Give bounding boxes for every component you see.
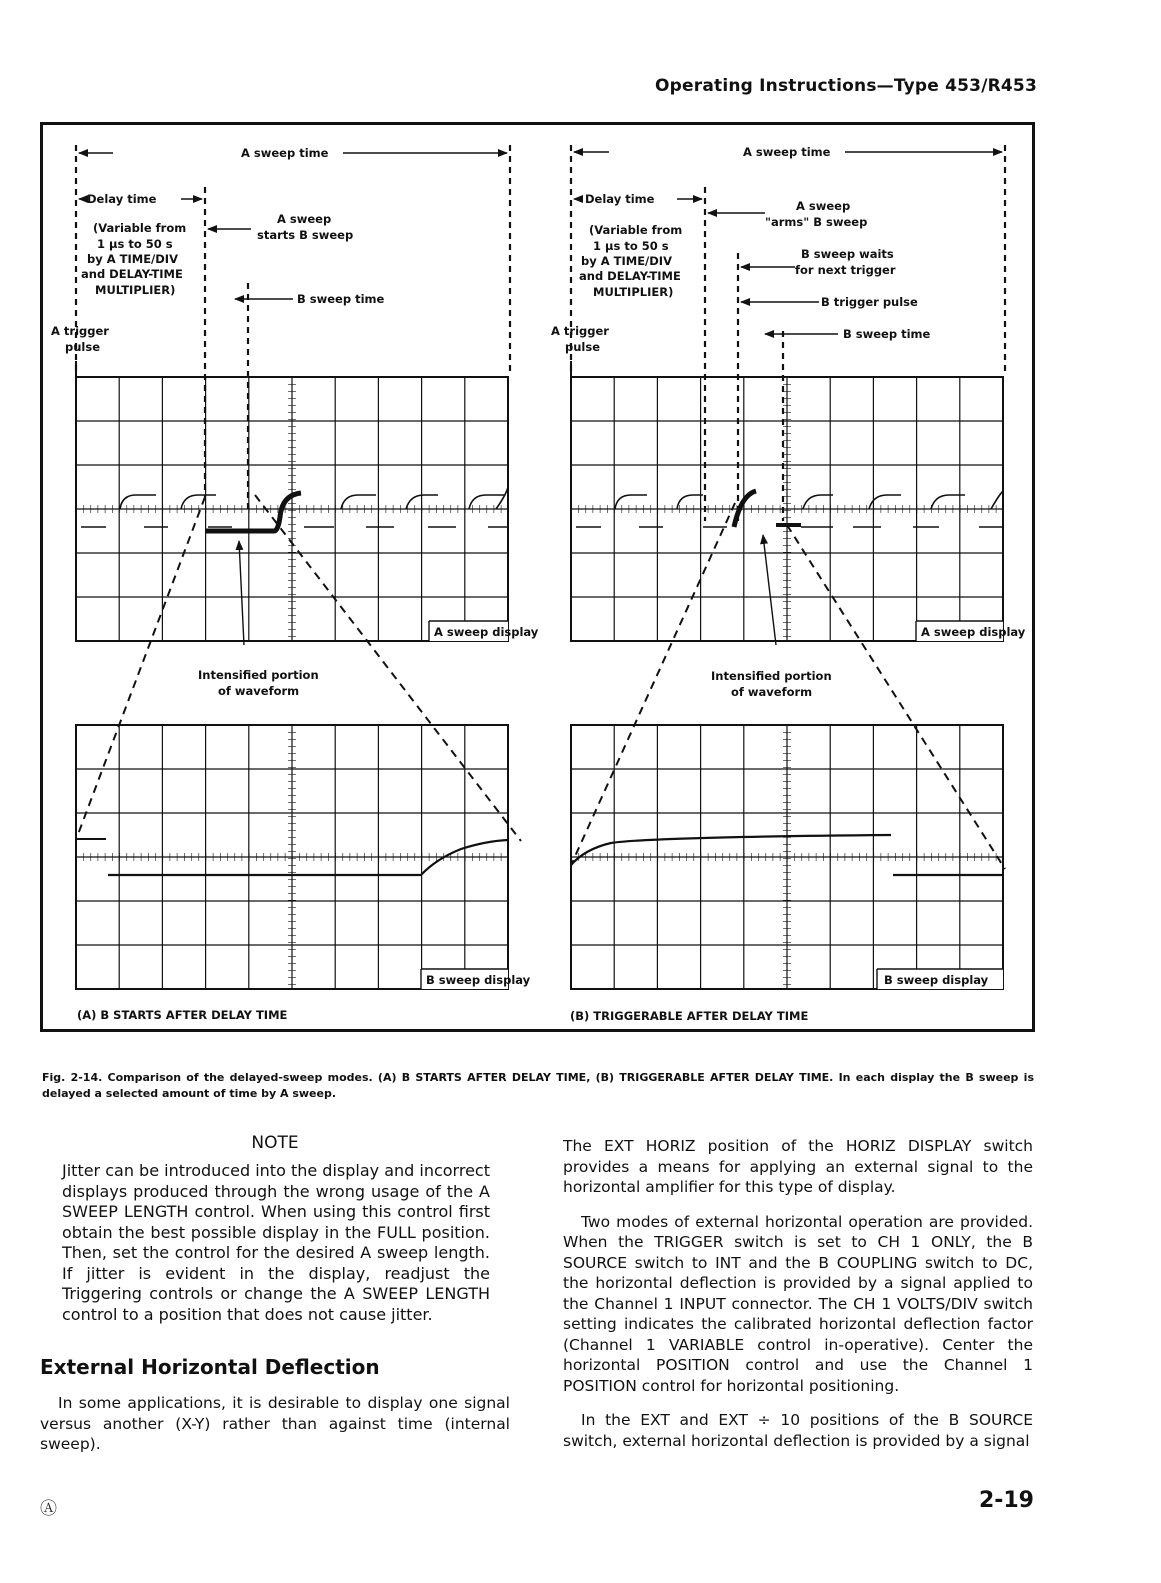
publisher-mark: Ⓐ [40,1499,57,1519]
note-body: Jitter can be introduced into the display and incorrect displays produced through the wrong usage of the A SWEEP LENGTH control. When using this control first obtain the best possible display in the FULL position. Then, set the control for the desired A sweep length. If jitter is evident in the display, readjust the Triggering controls or change the A SWEEP LENGTH control to a position that does not cause jitter. [62,1161,490,1324]
b-variable-line-5: MULTIPLIER) [593,285,674,299]
a-trigger-pulse-2: pulse [65,340,101,354]
figure-caption: Fig. 2-14. Comparison of the delayed-sweep modes. (A) B STARTS AFTER DELAY TIME, (B) TRIGGERABLE AFTER DELAY TIME. In each display the B sweep is delayed a selected amount of time by A sweep. [42,1071,1034,1100]
right-column [563,1136,1033,1465]
right-paragraph-2: Two modes of external horizontal operation are provided. When the TRIGGER switch is set to CH 1 ONLY, the B SOURCE switch to INT and the B COUPLING switch to DC, the horizontal deflection is provided by a signal applied to the Channel 1 INPUT connector. The CH 1 VOLTS/DIV switch setting indicates the calibrated horizontal deflection factor (Channel 1 VARIABLE control in-operative). Center the horizontal POSITION control and use the Channel 1 POSITION control for horizontal positioning. [563,1212,1033,1395]
left-column [40,1133,510,1469]
panel-a-label: (A) B STARTS AFTER DELAY TIME [77,1008,288,1022]
delay-time-label: Delay time [87,192,157,206]
a-sweep-arms-2: "arms" B sweep [765,215,868,229]
page-number: 2-19 [978,1488,1034,1513]
b-a-trigger-pulse-1: A trigger [551,324,609,338]
b-intensified-2: of waveform [731,685,813,699]
panel-a [51,145,539,1022]
variable-line-5: MULTIPLIER) [95,283,176,297]
variable-line-4: and DELAY-TIME [81,267,183,281]
a-trigger-pulse-1: A trigger [51,324,109,338]
b-intensified-1: Intensified portion [711,669,832,683]
b-a-sweep-display-label: A sweep display [921,625,1026,639]
b-a-trigger-pulse-2: pulse [565,340,601,354]
figure-2-14 [40,122,1035,1032]
right-paragraph-1: The EXT HORIZ position of the HORIZ DISPLAY switch provides a means for applying an external signal to the horizontal amplifier for this type of display. [563,1137,1033,1196]
b-sweep-waits-1: B sweep waits [801,247,894,261]
intensified-2: of waveform [218,684,300,698]
variable-line-3: by A TIME/DIV [87,252,178,266]
right-paragraph-3: In the EXT and EXT ÷ 10 positions of the B SOURCE switch, external horizontal deflection is provided by a signal [563,1411,1033,1450]
b-variable-line-3: by A TIME/DIV [581,254,672,268]
b-a-sweep-time-label: A sweep time [743,145,831,159]
b-sweep-waits-2: for next trigger [795,263,896,277]
a-sweep-starts-2: starts B sweep [257,228,354,242]
b-sweep-display-label: B sweep display [426,973,531,987]
variable-line-1: (Variable from [93,221,187,235]
section-heading: External Horizontal Deflection [40,1355,380,1379]
b-variable-line-4: and DELAY-TIME [579,269,681,283]
a-sweep-arms-1: A sweep [796,199,851,213]
b-delay-time-label: Delay time [585,192,655,206]
b-sweep-time-label: B sweep time [297,292,385,306]
panel-b [551,145,1026,1023]
b-b-sweep-time-label: B sweep time [843,327,931,341]
variable-line-2: 1 µs to 50 s [97,237,173,251]
b-trigger-pulse-label: B trigger pulse [821,295,918,309]
a-sweep-starts-1: A sweep [277,212,332,226]
a-sweep-display-b [571,377,1026,641]
a-sweep-display-a [76,377,539,641]
b-b-sweep-display-label: B sweep display [884,973,989,987]
a-sweep-display-label: A sweep display [434,625,539,639]
a-sweep-time-label: A sweep time [241,146,329,160]
b-variable-line-2: 1 µs to 50 s [593,239,669,253]
section-paragraph: In some applications, it is desirable to display one signal versus another (X-Y) rather than against time (internal sweep). [40,1394,510,1453]
intensified-1: Intensified portion [198,668,319,682]
b-variable-line-1: (Variable from [589,223,683,237]
figure-diagram [43,125,1038,1035]
note-title: NOTE [251,1133,299,1153]
panel-b-label: (B) TRIGGERABLE AFTER DELAY TIME [570,1009,809,1023]
running-header: Operating Instructions—Type 453/R453 [655,76,1037,96]
